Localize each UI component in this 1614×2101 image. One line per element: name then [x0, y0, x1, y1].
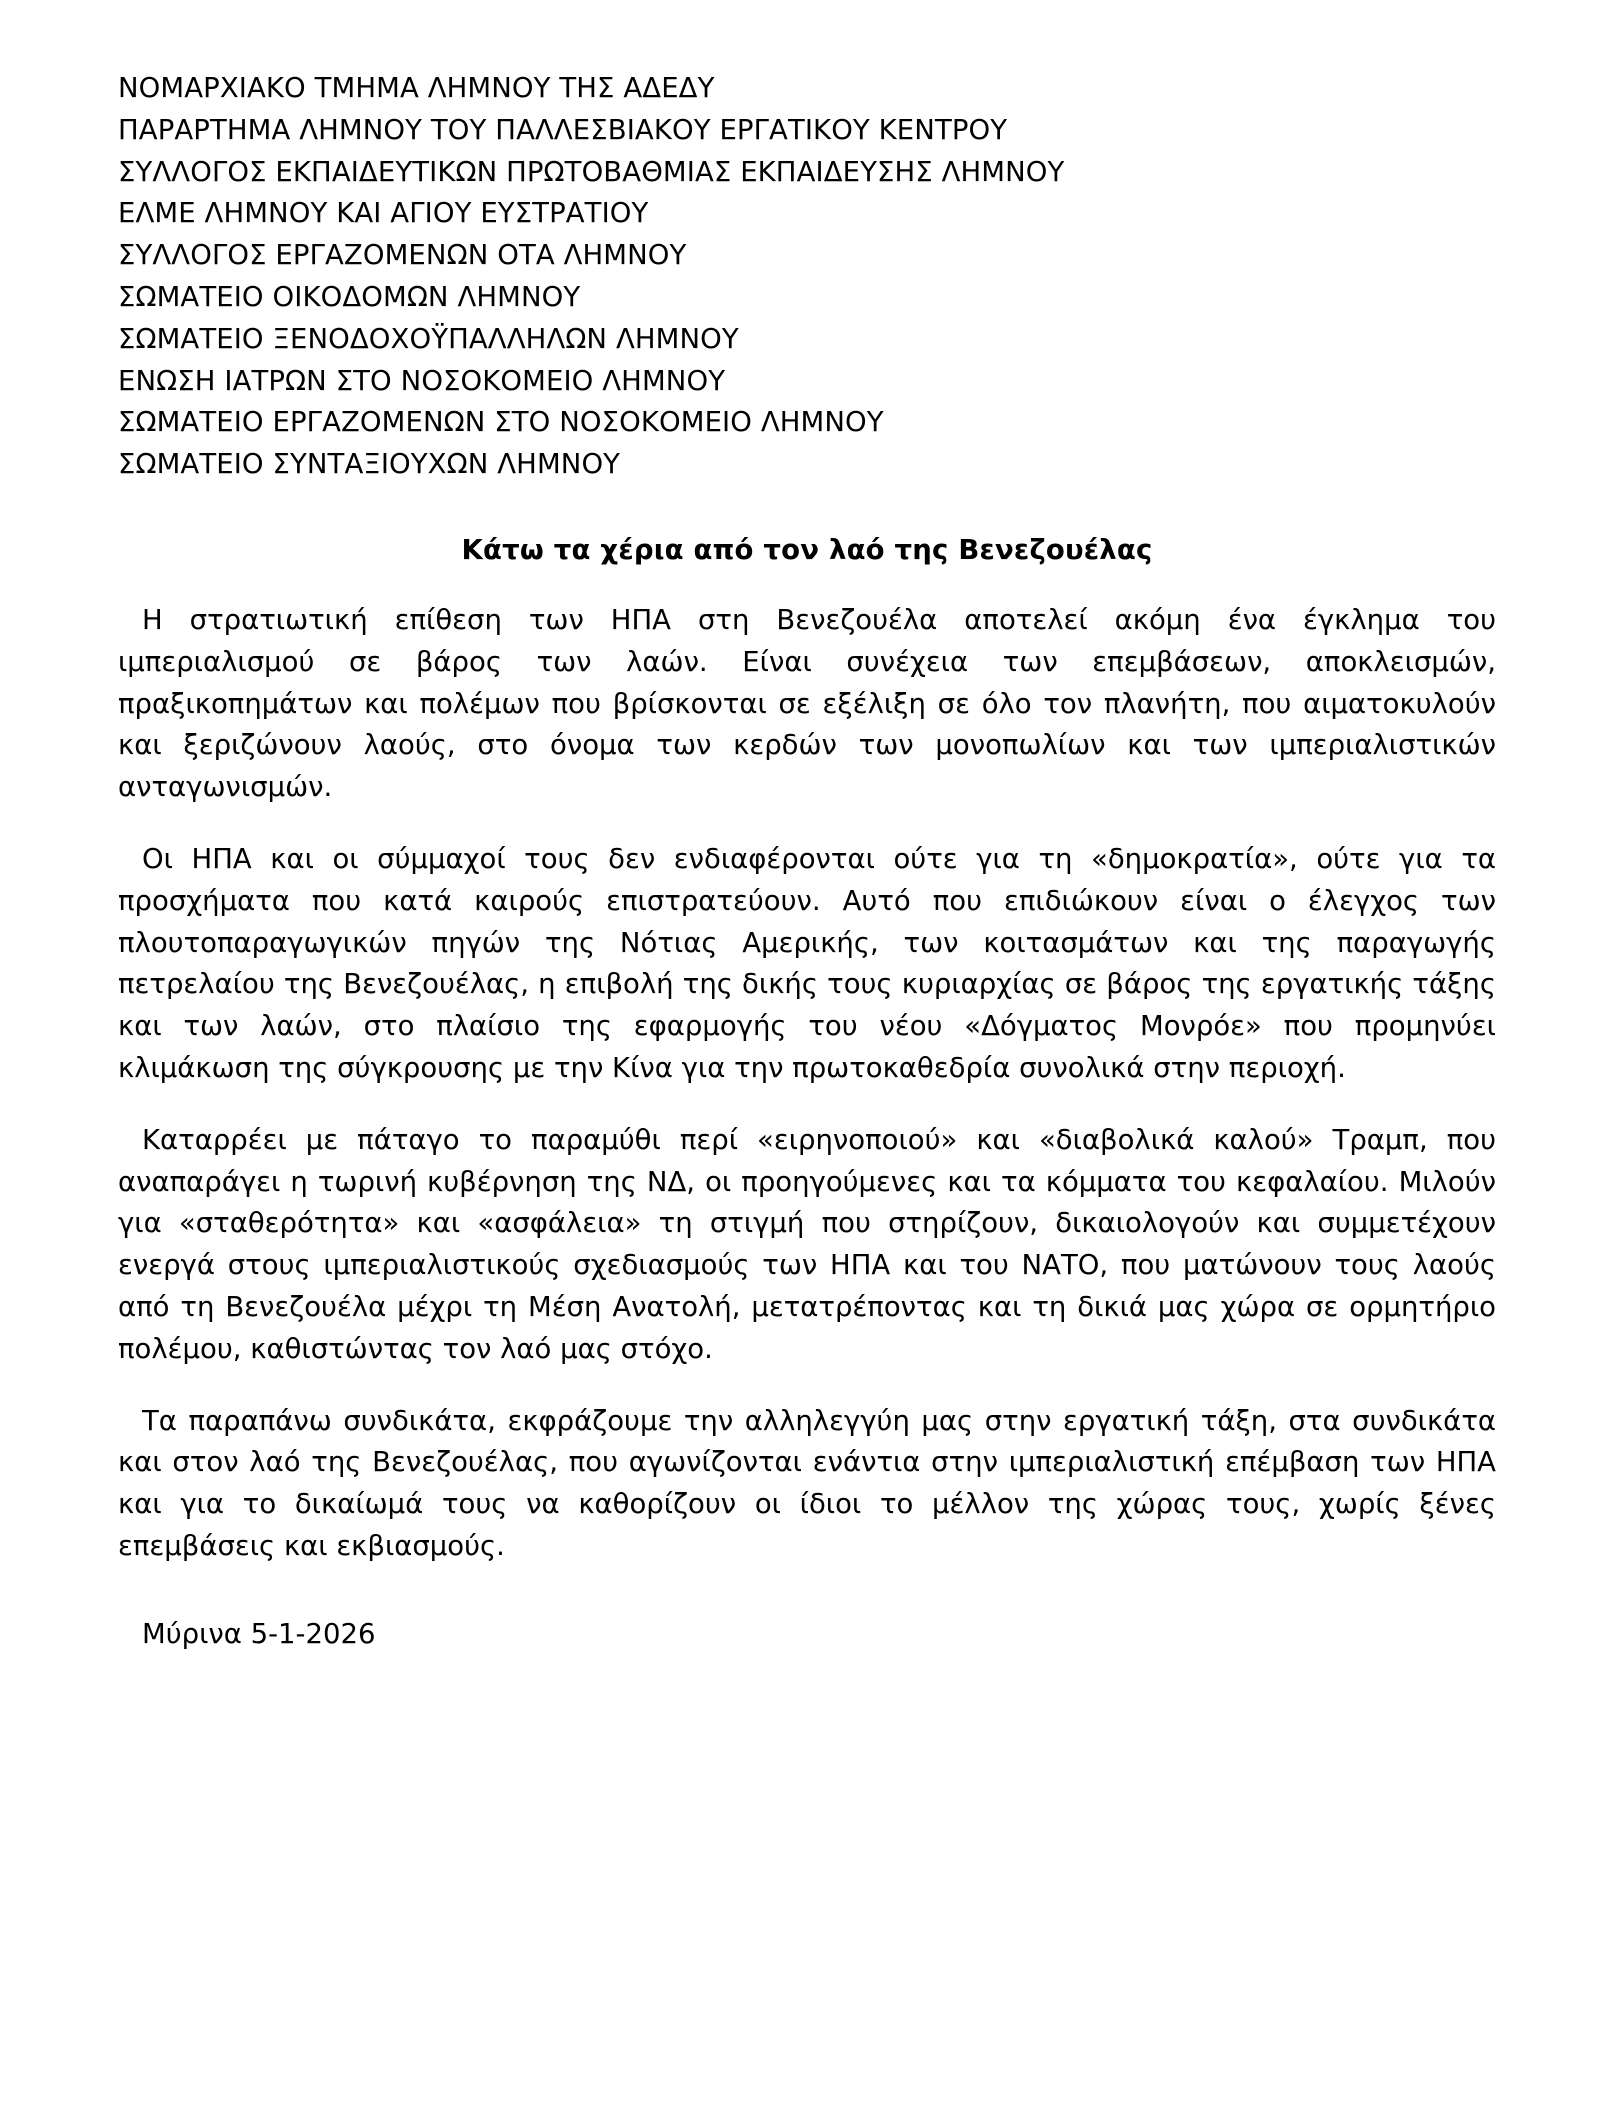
list-item: ΣΩΜΑΤΕΙΟ ΕΡΓΑΖΟΜΕΝΩΝ ΣΤΟ ΝΟΣΟΚΟΜΕΙΟ ΛΗΜΝΟΥ — [118, 406, 884, 439]
list-item: ΣΥΛΛΟΓΟΣ ΕΚΠΑΙΔΕΥΤΙΚΩΝ ΠΡΩΤΟΒΑΘΜΙΑΣ ΕΚΠΑΙΔΕΥΣΗΣ ΛΗΜΝΟΥ — [118, 155, 1065, 188]
body-paragraph: Καταρρέει με πάταγο το παραμύθι περί «ειρηνοποιού» και «διαβολικά καλού» Τραμπ, που αναπαράγει η τωρινή κυβέρνηση της ΝΔ, οι προηγούμενες και τα κόμματα του κεφαλαίου. Μιλούν για «σταθερότητα» και «ασφάλεια» τη στιγμή που στηρίζουν, δικαιολογούν και συμμετέχουν ενεργά στους ιμπεριαλιστικούς σχεδιασμούς των ΗΠΑ και του ΝΑΤΟ, που ματώνουν τους λαούς από τη Βενεζουέλα μέχρι τη Μέση Ανατολή, μετατρέποντας και τη δικιά μας χώρα σε ορμητήριο πολέμου, καθιστώντας τον λαό μας στόχο. — [118, 1123, 1496, 1365]
list-item: ΝΟΜΑΡΧΙΑΚΟ ΤΜΗΜΑ ΛΗΜΝΟΥ ΤΗΣ ΑΔΕΔΥ — [118, 72, 715, 104]
organization-list — [118, 68, 1496, 486]
list-item: ΕΝΩΣΗ ΙΑΤΡΩΝ ΣΤΟ ΝΟΣΟΚΟΜΕΙΟ ΛΗΜΝΟΥ — [118, 364, 726, 397]
list-item: ΕΛΜΕ ΛΗΜΝΟΥ ΚΑΙ ΑΓΙΟΥ ΕΥΣΤΡΑΤΙΟΥ — [118, 197, 649, 230]
body-paragraph: Η στρατιωτική επίθεση των ΗΠΑ στη Βενεζουέλα αποτελεί ακόμη ένα έγκλημα του ιμπεριαλισμού σε βάρος των λαών. Είναι συνέχεια των επεμβάσεων, αποκλεισμών, πραξικοπημάτων και πολέμων που βρίσκονται σε εξέλιξη σε όλο τον πλανήτη, που αιματοκυλούν και ξεριζώνουν λαούς, στο όνομα των κερδών των μονοπωλίων και των ιμπεριαλιστικών ανταγωνισμών. — [118, 603, 1496, 804]
list-item: ΣΩΜΑΤΕΙΟ ΣΥΝΤΑΞΙΟΥΧΩΝ ΛΗΜΝΟΥ — [118, 448, 621, 481]
place-and-date: Μύρινα 5-1-2026 — [142, 1617, 376, 1650]
list-item: ΣΥΛΛΟΓΟΣ ΕΡΓΑΖΟΜΕΝΩΝ ΟΤΑ ΛΗΜΝΟΥ — [118, 239, 687, 272]
list-item: ΠΑΡΑΡΤΗΜΑ ΛΗΜΝΟΥ ΤΟΥ ΠΑΛΛΕΣΒΙΑΚΟΥ ΕΡΓΑΤΙΚΟΥ ΚΕΝΤΡΟΥ — [118, 113, 1008, 146]
list-item: ΣΩΜΑΤΕΙΟ ΟΙΚΟΔΟΜΩΝ ΛΗΜΝΟΥ — [118, 280, 581, 313]
body-paragraph: Τα παραπάνω συνδικάτα, εκφράζουμε την αλληλεγγύη μας στην εργατική τάξη, στα συνδικάτα και στον λαό της Βενεζουέλας, που αγωνίζονται ενάντια στην ιμπεριαλιστική επέμβαση των ΗΠΑ και για το δικαίωμά τους να καθορίζουν οι ίδιοι το μέλλον της χώρας τους, χωρίς ξένες επεμβάσεις και εκβιασμούς. — [118, 1404, 1496, 1562]
body-paragraph: Οι ΗΠΑ και οι σύμμαχοί τους δεν ενδιαφέρονται ούτε για τη «δημοκρατία», ούτε για τα προσχήματα που κατά καιρούς επιστρατεύουν. Αυτό που επιδιώκουν είναι ο έλεγχος των πλουτοπαραγωγικών πηγών της Νότιας Αμερικής, των κοιτασμάτων και της παραγωγής πετρελαίου της Βενεζουέλας, η επιβολή της δικής τους κυριαρχίας σε βάρος της εργατικής τάξης και των λαών, στο πλαίσιο της εφαρμογής του νέου «Δόγματος Μονρόε» που προμηνύει κλιμάκωση της σύγκρουσης με την Κίνα για την πρωτοκαθεδρία συνολικά στην περιοχή. — [118, 842, 1496, 1084]
list-item: ΣΩΜΑΤΕΙΟ ΞΕΝΟΔΟΧΟΫΠΑΛΛΗΛΩΝ ΛΗΜΝΟΥ — [118, 322, 739, 355]
page-title: Κάτω τα χέρια από τον λαό της Βενεζουέλας — [461, 533, 1153, 566]
